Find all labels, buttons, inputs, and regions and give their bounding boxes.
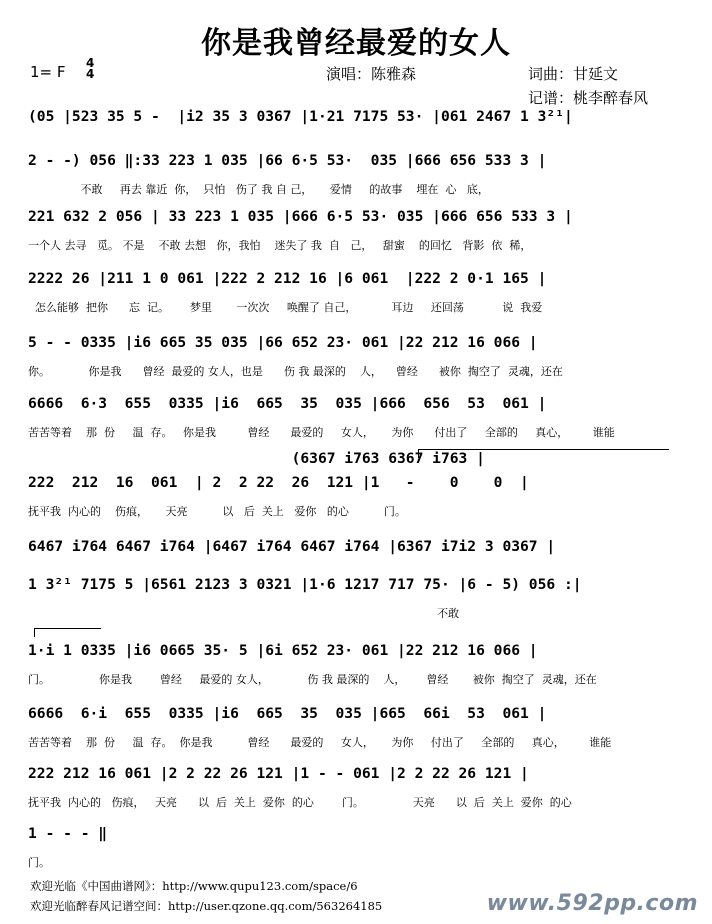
singer-credit: 演唱：陈雅森 — [326, 65, 417, 83]
song-title: 你是我曾经最爱的女人 — [201, 26, 511, 61]
lyrics-line: 抚平我 内心的 伤痕， 天亮 以 后 关上 爱你 的心 门。 天亮 以 后 关上 爱你 的心 — [28, 796, 572, 809]
second-ending-bracket — [34, 628, 101, 637]
lyrics-line: 怎么能够 把你 忘 记。 梦里 一次次 唤醒了 自己， 耳边 还回荡 说 我爱 — [28, 301, 543, 314]
notation-line: 6666 6·i 655 0335 |i6 665 35 035 |665 66i 53 061 | — [28, 705, 547, 722]
notation-line: 1 3²¹ 7175 5 |6561 2123 3 0321 |1·6 1217 717 75· |6 - 5) 056 :| — [28, 576, 582, 593]
notation-line: 222 212 16 061 |2 2 22 26 121 |1 - - 061 |2 2 22 26 121 | — [28, 765, 529, 782]
first-ending-bracket — [418, 449, 669, 458]
notation-line: 2222 26 |211 1 0 061 |222 2 212 16 |6 061 |222 2 0·1 165 | — [28, 270, 547, 287]
site-watermark: www.592pp.com — [486, 891, 698, 916]
lyrics-line: 苦苦等着 那 份 温 存。 你是我 曾经 最爱的 女人， 为你 付出了 全部的 真心， 谁能 — [28, 736, 612, 749]
notation-line: 222 212 16 061 | 2 2 22 26 121 |1 - 0 0 | — [28, 474, 529, 491]
notation-line: 1·i 1 0335 |i6 0665 35· 5 |6i 652 23· 061 |22 212 16 066 | — [28, 642, 538, 659]
time-signature-bottom: 4 — [86, 67, 95, 81]
notation-line: (05 |523 35 5 - |i2 35 3 0367 |1·21 7175 53· |061 2467 1 3²¹| — [28, 108, 573, 125]
lyrics-line: 抚平我 内心的 伤痕， 天亮 以 后 关上 爱你 的心 门。 — [28, 505, 406, 518]
footer-line-1: 欢迎光临《中国曲谱网》：http://www.qupu123.com/space/6 — [30, 879, 358, 893]
lyrics-line: 不敢 再去 靠近 你， 只怕 伤了 我 自 己， 爱情 的故事 埋在 心 底， — [28, 183, 489, 196]
notation-line: 6467 i764 6467 i764 |6467 i764 6467 i764 |6367 i7i2 3 0367 | — [28, 538, 556, 555]
lyrics-line: 你。 你是我 曾经 最爱的 女人，也是 伤 我 最深的 人， 曾经 被你 掏空了 灵魂，还在 — [28, 365, 563, 378]
key-signature: 1= F — [30, 63, 66, 81]
notation-line: 2 - -) 056 ‖:33 223 1 035 |66 6·5 53· 035 |666 656 533 3 | — [28, 152, 547, 169]
notation-line: 6666 6·3 655 0335 |i6 665 35 035 |666 656 53 061 | — [28, 395, 547, 412]
notation-line: 1 - - - ‖ — [28, 825, 108, 842]
lyrics-line: 门。 你是我 曾经 最爱的 女人， 伤 我 最深的 人， 曾经 被你 掏空了 灵魂，还在 — [28, 673, 597, 686]
notation-line: 5 - - 0335 |i6 665 35 035 |66 652 23· 061 |22 212 16 066 | — [28, 334, 538, 351]
footer-line-2: 欢迎光临醉春风记谱空间：http://user.qzone.qq.com/563264185 — [30, 899, 383, 913]
time-signature-top: 4 — [86, 56, 95, 70]
composer-credit: 词曲：甘延文 — [528, 65, 619, 83]
notation-line: (6367 i763 6367 i763 | — [28, 450, 485, 467]
lyrics-line: 苦苦等着 那 份 温 存。 你是我 曾经 最爱的 女人， 为你 付出了 全部的 真心， 谁能 — [28, 426, 615, 439]
transcriber-credit: 记谱：桃李醉春风 — [528, 89, 649, 107]
lyrics-line: 一个人 去寻 觅。 不是 不敢 去想 你，我怕 迷失了 我 自 己， 甜蜜 的回忆 背影 依 稀， — [28, 239, 532, 252]
notation-line: 221 632 2 056 | 33 223 1 035 |666 6·5 53· 035 |666 656 533 3 | — [28, 208, 573, 225]
time-signature — [86, 58, 94, 80]
lyrics-line: 不敢 — [28, 607, 460, 620]
lyrics-line: 门。 — [28, 856, 50, 869]
